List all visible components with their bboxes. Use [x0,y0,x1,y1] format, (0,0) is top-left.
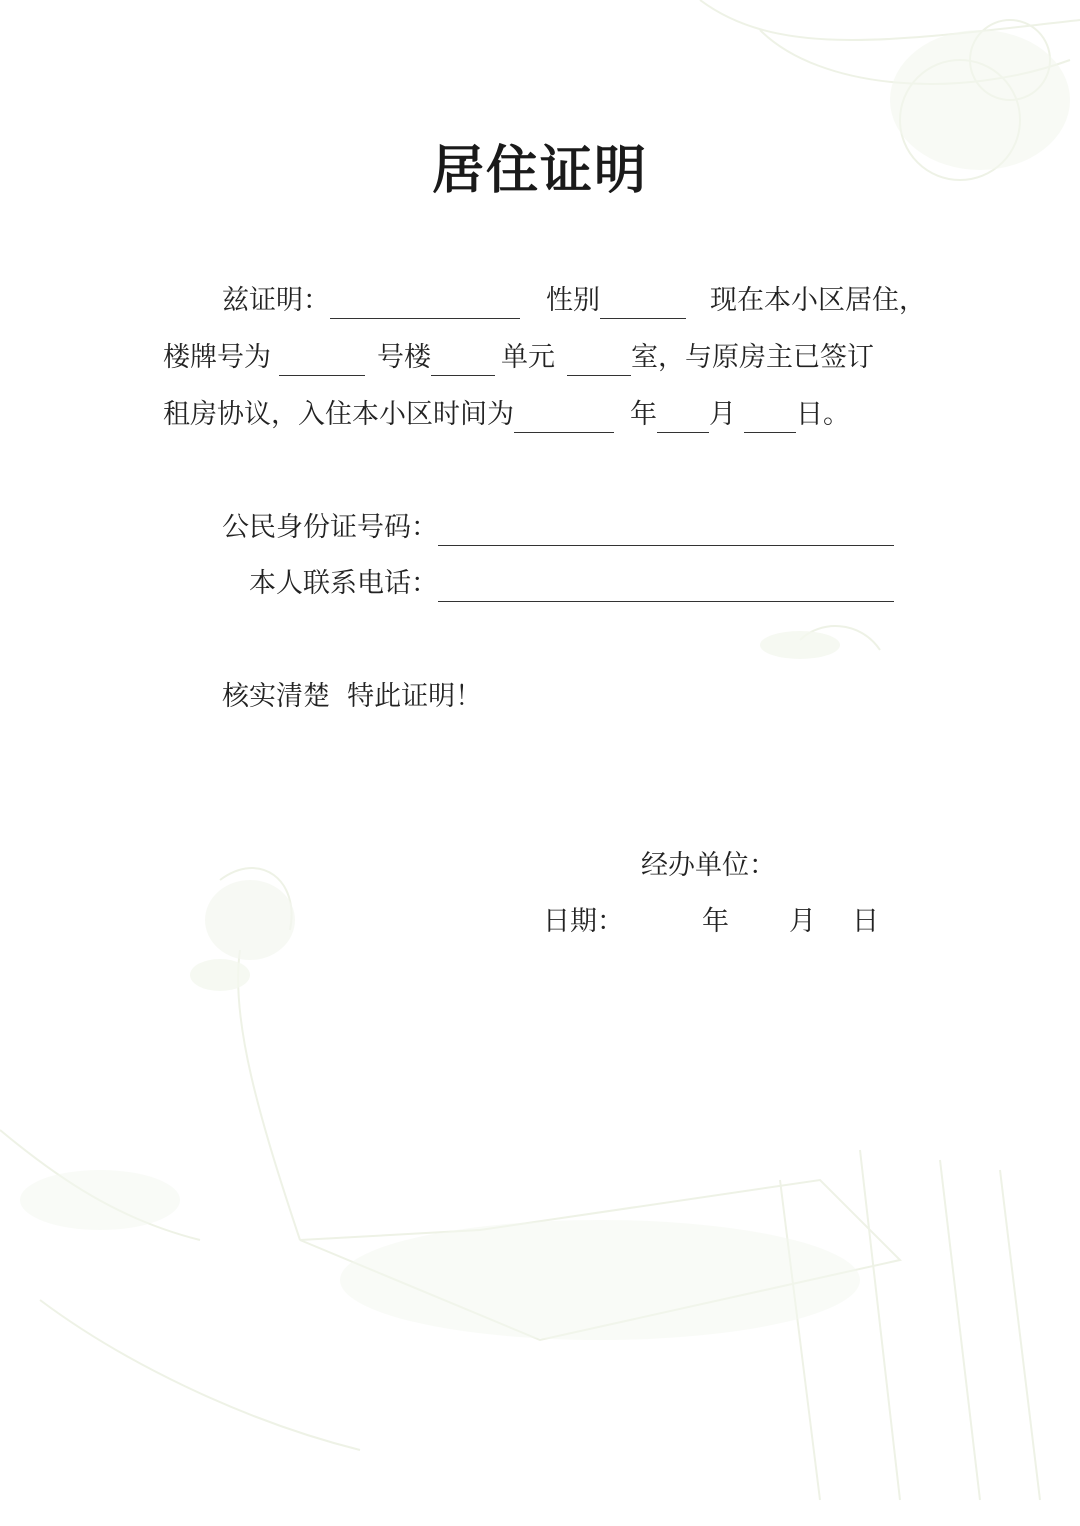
date-label: 日期： [543,906,624,937]
signature-date-row [543,902,879,942]
move-in-year-blank[interactable] [514,402,614,433]
unit-label: 单元 [501,342,555,373]
id-number-row [222,508,894,548]
issuer-label: 经办单位： [641,850,776,881]
body-line-1 [222,281,926,321]
move-in-day-label: 日。 [796,399,850,430]
room-number-blank[interactable] [567,345,631,376]
unit-number-blank[interactable] [431,345,495,376]
phone-label: 本人联系电话： [249,568,438,599]
certify-prefix-label: 兹证明： [222,285,330,316]
date-year-label: 年 [702,906,729,937]
gender-blank[interactable] [600,288,686,319]
phone-row [249,564,894,604]
id-number-blank[interactable] [438,515,894,546]
document-title: 居住证明 [431,141,648,201]
id-number-label: 公民身份证号码： [222,512,438,543]
body-line-3 [163,395,850,435]
residence-suffix-text: 现在本小区居住， [710,285,926,316]
building-number-blank[interactable] [279,345,365,376]
closing-statement: 核实清楚 特此证明！ [222,681,483,712]
move-in-year-label: 年 [630,399,657,430]
phone-blank[interactable] [438,571,894,602]
move-in-month-blank[interactable] [657,402,709,433]
move-in-date-label: 租房协议，入住本小区时间为 [163,399,514,430]
body-line-2 [163,338,874,378]
building-label: 号楼 [377,342,431,373]
gender-label: 性别 [546,285,600,316]
date-month-label: 月 [789,906,816,937]
name-blank[interactable] [330,288,520,319]
house-number-label: 楼牌号为 [163,342,271,373]
move-in-day-blank[interactable] [744,402,796,433]
move-in-month-label: 月 [709,399,736,430]
room-suffix-text: 室，与原房主已签订 [631,342,874,373]
date-day-label: 日 [852,906,879,937]
